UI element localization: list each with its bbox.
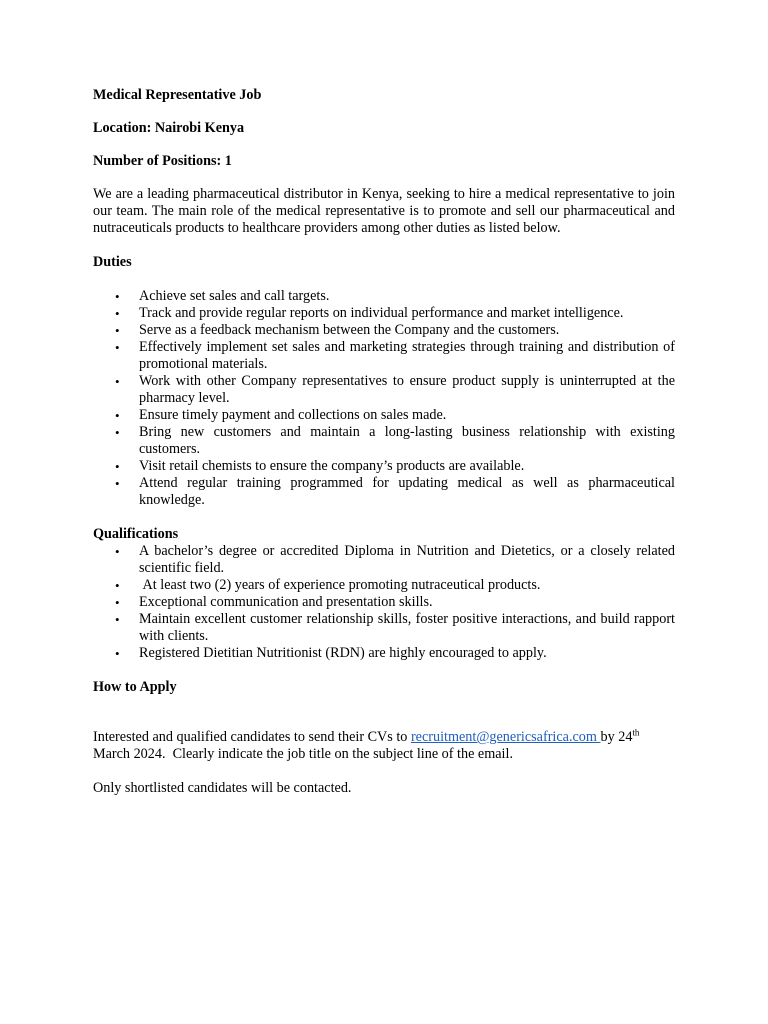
duties-heading: Duties (93, 254, 132, 270)
list-item: • Exceptional communication and presentation skills. (115, 594, 433, 610)
list-item: • Track and provide regular reports on individual performance and market intelligence. (115, 305, 624, 321)
bullet-icon: • (115, 340, 120, 355)
list-item: • Maintain excellent customer relationship skills, foster positive interactions, and build rapport with clients. (115, 611, 675, 644)
qualifications-heading: Qualifications (93, 526, 179, 542)
job-positions: Number of Positions: 1 (93, 153, 232, 169)
bullet-icon: • (115, 578, 120, 593)
list-item: • Work with other Company representatives to ensure product supply is uninterrupted at the pharmacy level. (115, 373, 675, 406)
qualifications-list (93, 543, 675, 662)
bullet-icon: • (115, 374, 120, 389)
list-item: • Achieve set sales and call targets. (115, 288, 330, 304)
bullet-icon: • (115, 544, 120, 559)
bullet-icon: • (115, 459, 120, 474)
list-item: • Visit retail chemists to ensure the company’s products are available. (115, 458, 525, 474)
bullet-icon: • (115, 612, 120, 627)
bullet-icon: • (115, 306, 120, 321)
list-item: • At least two (2) years of experience promoting nutraceutical products. (115, 577, 541, 593)
bullet-icon: • (115, 323, 120, 338)
list-item: • Effectively implement set sales and marketing strategies through training and distribution of promotional materials. (115, 339, 675, 372)
duties-list (93, 288, 675, 509)
list-item: • Ensure timely payment and collections on sales made. (115, 407, 447, 423)
list-item: • Registered Dietitian Nutritionist (RDN) are highly encouraged to apply. (115, 645, 547, 661)
bullet-icon: • (115, 476, 120, 491)
job-title: Medical Representative Job (93, 87, 262, 103)
bullet-icon: • (115, 595, 120, 610)
how-to-apply-heading: How to Apply (93, 679, 177, 695)
list-item: • Serve as a feedback mechanism between the Company and the customers. (115, 322, 560, 338)
bullet-icon: • (115, 646, 120, 661)
list-item: • Bring new customers and maintain a long-lasting business relationship with existing customers. (115, 424, 675, 457)
bullet-icon: • (115, 289, 120, 304)
intro-paragraph: We are a leading pharmaceutical distributor in Kenya, seeking to hire a medical representative to join our team. The main role of the medical representative is to promote and sell our pharmaceutical and nutraceuticals products to healthcare providers among other duties as listed below. (93, 186, 675, 236)
document-page (93, 87, 675, 797)
email-link[interactable]: recruitment@genericsafrica.com (410, 729, 601, 745)
job-location: Location: Nairobi Kenya (93, 120, 245, 136)
list-item: • A bachelor’s degree or accredited Diploma in Nutrition and Dietetics, or a closely related scientific field. (115, 543, 675, 576)
closing-note: Only shortlisted candidates will be contacted. (93, 780, 352, 796)
bullet-icon: • (115, 425, 120, 440)
list-item: • Attend regular training programmed for updating medical as well as pharmaceutical knowledge. (115, 475, 675, 508)
apply-paragraph: Interested and qualified candidates to send their CVs to recruitment@genericsafrica.com by 24th March 2024. Clearly indicate the job title on the subject line of the email. (93, 727, 643, 762)
bullet-icon: • (115, 408, 120, 423)
